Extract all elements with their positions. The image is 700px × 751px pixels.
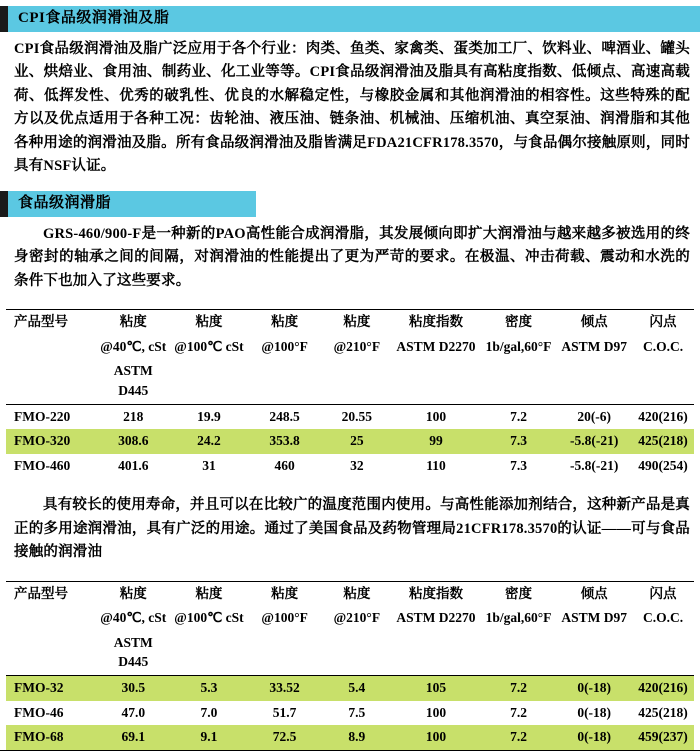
cell-viscosity-100f: 72.5 — [247, 725, 323, 750]
cell-viscosity-100c: 19.9 — [197, 408, 221, 424]
cell-viscosity-100c: 9.1 — [171, 725, 247, 750]
cell-viscosity-40c: 308.6 — [95, 429, 171, 454]
section-paragraph-cpi: CPI食品级润滑油及脂广泛应用于各个行业：肉类、鱼类、家禽类、蛋类加工厂、饮料业、啤酒业、罐头业、烘焙业、食用油、制药业、化工业等等。CPI食品级润滑油及脂具有高粘度指数、低倾点、高速高载荷、低挥发性、优秀的破乳性、优良的水解稳定性，与橡胶金属和其他润滑油的相容性。这些特殊的配方以及优点适用于各种工况：齿轮油、液压油、链条油、机械油、压缩机油、真空泵油、润滑脂和其他各种用途的润滑油及脂。所有食品级润滑油及脂皆满足FDA21CFR178.3570，与食品偶尔接触原则，同时具有NSF认证。 — [14, 41, 690, 175]
table-bottom-rule — [0, 750, 700, 751]
col-subheader-viscosity-index: ASTM D2270 — [396, 338, 476, 354]
col-subheader2-density — [481, 359, 557, 404]
col-subheader2-viscosity-index — [391, 359, 480, 404]
cell-viscosity-100c: 31 — [202, 457, 216, 473]
col-subheader2-density — [481, 631, 557, 676]
cell-viscosity-210f: 20.55 — [341, 408, 373, 424]
col-subheader2-pour-point — [556, 359, 632, 404]
cell-viscosity-40c: 47.0 — [121, 704, 146, 720]
cell-viscosity-100f: 33.52 — [247, 675, 323, 700]
col-subheader-viscosity-100c: @100℃ cSt — [174, 338, 244, 354]
cell-pour-point: 0(-18) — [556, 725, 632, 750]
cell-viscosity-index: 105 — [391, 675, 480, 700]
col-header-viscosity-210f: 粘度 — [343, 585, 371, 601]
cell-flash-point: 459(237) — [632, 725, 694, 750]
col-header-viscosity-100c: 粘度 — [195, 585, 223, 601]
spacer — [0, 478, 700, 492]
col-header-density: 密度 — [505, 314, 533, 330]
col-subheader-viscosity-40c: @40℃, cSt — [100, 610, 167, 626]
col-subheader2-viscosity-100f — [247, 631, 323, 676]
cell-model: FMO-46 — [14, 704, 64, 720]
col-subheader-viscosity-210f: @210°F — [333, 338, 381, 354]
cell-density: 7.2 — [510, 704, 527, 720]
table-header-subrow-2 — [6, 631, 694, 676]
cell-viscosity-100f: 460 — [274, 457, 295, 473]
col-subheader2-pour-point — [556, 631, 632, 676]
table-header-subrow-1 — [6, 606, 694, 631]
col-subheader-viscosity-100f: @100°F — [261, 610, 308, 626]
spec-table-1 — [6, 309, 694, 478]
col-header-flash-point: 闪点 — [649, 314, 677, 330]
cell-viscosity-100f: 51.7 — [272, 704, 297, 720]
col-subheader2-viscosity-index — [391, 631, 480, 676]
col-subheader-viscosity-210f: @210°F — [333, 610, 381, 626]
table-row — [6, 429, 694, 454]
heading-accent-bar — [0, 6, 8, 32]
cell-flash-point: 420(216) — [638, 408, 688, 424]
cell-model: FMO-32 — [6, 675, 95, 700]
spec-table-2-body — [6, 675, 694, 749]
cell-viscosity-index: 110 — [426, 457, 446, 473]
cell-pour-point: 20(-6) — [577, 408, 612, 424]
spacer — [0, 571, 700, 579]
cell-viscosity-100c: 5.3 — [171, 675, 247, 700]
cell-density: 7.2 — [481, 675, 557, 700]
spec-table-2-wrap — [0, 579, 700, 750]
cell-viscosity-40c: 69.1 — [95, 725, 171, 750]
col-subheader2-viscosity-40c: ASTM D445 — [95, 359, 171, 404]
col-subheader2-flash-point — [632, 359, 694, 404]
section-heading-text: 食品级润滑脂 — [8, 191, 256, 217]
cell-flash-point: 425(218) — [632, 429, 694, 454]
col-subheader2-viscosity-210f — [322, 631, 391, 676]
cell-viscosity-210f: 25 — [322, 429, 391, 454]
col-subheader-pour-point: ASTM D97 — [561, 610, 628, 626]
col-subheader-pour-point: ASTM D97 — [561, 338, 628, 354]
spec-table-1-body — [6, 404, 694, 478]
cell-viscosity-210f: 7.5 — [348, 704, 366, 720]
cell-viscosity-100c: 24.2 — [171, 429, 247, 454]
col-subheader-model — [6, 606, 95, 631]
col-header-viscosity-100f: 粘度 — [271, 585, 299, 601]
spacer — [0, 299, 700, 307]
col-subheader-model — [6, 335, 95, 360]
col-subheader2-viscosity-40c: ASTM D445 — [95, 631, 171, 676]
col-header-viscosity-40c: 粘度 — [119, 314, 147, 330]
col-header-viscosity-100f: 粘度 — [271, 314, 299, 330]
cell-model: FMO-220 — [14, 408, 71, 424]
col-subheader-flash-point: C.O.C. — [642, 610, 684, 626]
cell-viscosity-index: 100 — [391, 725, 480, 750]
section-paragraph-grease: GRS-460/900-F是一种新的PAO高性能合成润滑脂，其发展倾向即扩大润滑油与越来越多被选用的终身密封的轴承之间的间隔，对润滑油的性能提出了更为严苛的要求。在极温、冲击荷载、震动和水洗的条件下也加入了这些要求。 — [14, 225, 690, 289]
document-page — [0, 6, 700, 751]
cell-viscosity-index: 99 — [391, 429, 480, 454]
cell-viscosity-210f: 5.4 — [322, 675, 391, 700]
cell-viscosity-index: 100 — [425, 704, 447, 720]
table-row — [6, 701, 694, 726]
col-subheader2-model — [6, 631, 95, 676]
middle-paragraph: 具有较长的使用寿命，并且可以在比较广的温度范围内使用。与高性能添加剂结合，这种新产品是真正的多用途润滑油，具有广泛的用途。通过了美国食品及药物管理局21CFR178.3570的认证——可与食品接触的润滑油 — [14, 497, 690, 561]
col-header-flash-point: 闪点 — [649, 585, 677, 601]
col-subheader-density: 1b/gal,60°F — [485, 610, 552, 626]
cell-viscosity-210f: 32 — [350, 457, 364, 473]
cell-density: 7.2 — [510, 408, 527, 424]
col-subheader-flash-point: C.O.C. — [642, 338, 684, 354]
cell-pour-point: 0(-18) — [577, 704, 612, 720]
cell-density: 7.2 — [481, 725, 557, 750]
cell-pour-point: -5.8(-21) — [556, 429, 632, 454]
section-heading-text: CPI食品级润滑油及脂 — [8, 6, 700, 32]
col-subheader2-viscosity-100f — [247, 359, 323, 404]
table-row — [6, 725, 694, 750]
col-header-viscosity-210f: 粘度 — [343, 314, 371, 330]
section-heading-cpi — [0, 6, 700, 32]
cell-model: FMO-320 — [6, 429, 95, 454]
cell-flash-point: 420(216) — [632, 675, 694, 700]
col-subheader2-flash-point — [632, 631, 694, 676]
cell-viscosity-40c: 218 — [123, 408, 144, 424]
cell-viscosity-100c: 7.0 — [200, 704, 218, 720]
col-subheader2-viscosity-100c — [171, 359, 247, 404]
col-subheader2-viscosity-210f — [322, 359, 391, 404]
col-subheader-viscosity-100f: @100°F — [261, 338, 308, 354]
col-subheader-viscosity-index: ASTM D2270 — [396, 610, 476, 626]
cell-viscosity-210f: 8.9 — [322, 725, 391, 750]
cell-model: FMO-460 — [14, 457, 71, 473]
table-row — [6, 404, 694, 429]
table-header-subrow-1 — [6, 335, 694, 360]
col-subheader2-viscosity-100c — [171, 631, 247, 676]
heading-filler — [256, 191, 700, 217]
col-header-pour-point: 倾点 — [580, 585, 608, 601]
col-subheader-viscosity-40c: @40℃, cSt — [100, 338, 167, 354]
heading-accent-bar — [0, 191, 8, 217]
col-header-viscosity-index: 粘度指数 — [408, 585, 463, 601]
cell-pour-point: -5.8(-21) — [570, 457, 619, 473]
cell-flash-point: 490(254) — [638, 457, 688, 473]
cell-model: FMO-68 — [6, 725, 95, 750]
cell-viscosity-40c: 30.5 — [95, 675, 171, 700]
spec-table-1-wrap — [0, 307, 700, 478]
cell-density: 7.3 — [510, 457, 527, 473]
col-header-viscosity-100c: 粘度 — [195, 314, 223, 330]
table-header-row — [6, 581, 694, 606]
table-row — [6, 675, 694, 700]
cell-pour-point: 0(-18) — [556, 675, 632, 700]
col-header-viscosity-40c: 粘度 — [119, 585, 147, 601]
cell-flash-point: 425(218) — [638, 704, 688, 720]
table-header-subrow-2 — [6, 359, 694, 404]
cell-viscosity-40c: 401.6 — [118, 457, 149, 473]
table-row — [6, 454, 694, 479]
col-header-density: 密度 — [505, 585, 533, 601]
cell-viscosity-100f: 248.5 — [269, 408, 300, 424]
col-subheader-viscosity-100c: @100℃ cSt — [174, 610, 244, 626]
cell-viscosity-100f: 353.8 — [247, 429, 323, 454]
col-header-model: 产品型号 — [14, 585, 68, 601]
col-header-model: 产品型号 — [14, 314, 68, 330]
col-header-pour-point: 倾点 — [580, 314, 608, 330]
cell-density: 7.3 — [481, 429, 557, 454]
section-heading-grease — [0, 191, 700, 217]
col-subheader2-model — [6, 359, 95, 404]
col-header-viscosity-index: 粘度指数 — [408, 314, 463, 330]
cell-viscosity-index: 100 — [425, 408, 447, 424]
spec-table-2 — [6, 581, 694, 750]
col-subheader-density: 1b/gal,60°F — [485, 338, 552, 354]
table-header-row — [6, 310, 694, 335]
